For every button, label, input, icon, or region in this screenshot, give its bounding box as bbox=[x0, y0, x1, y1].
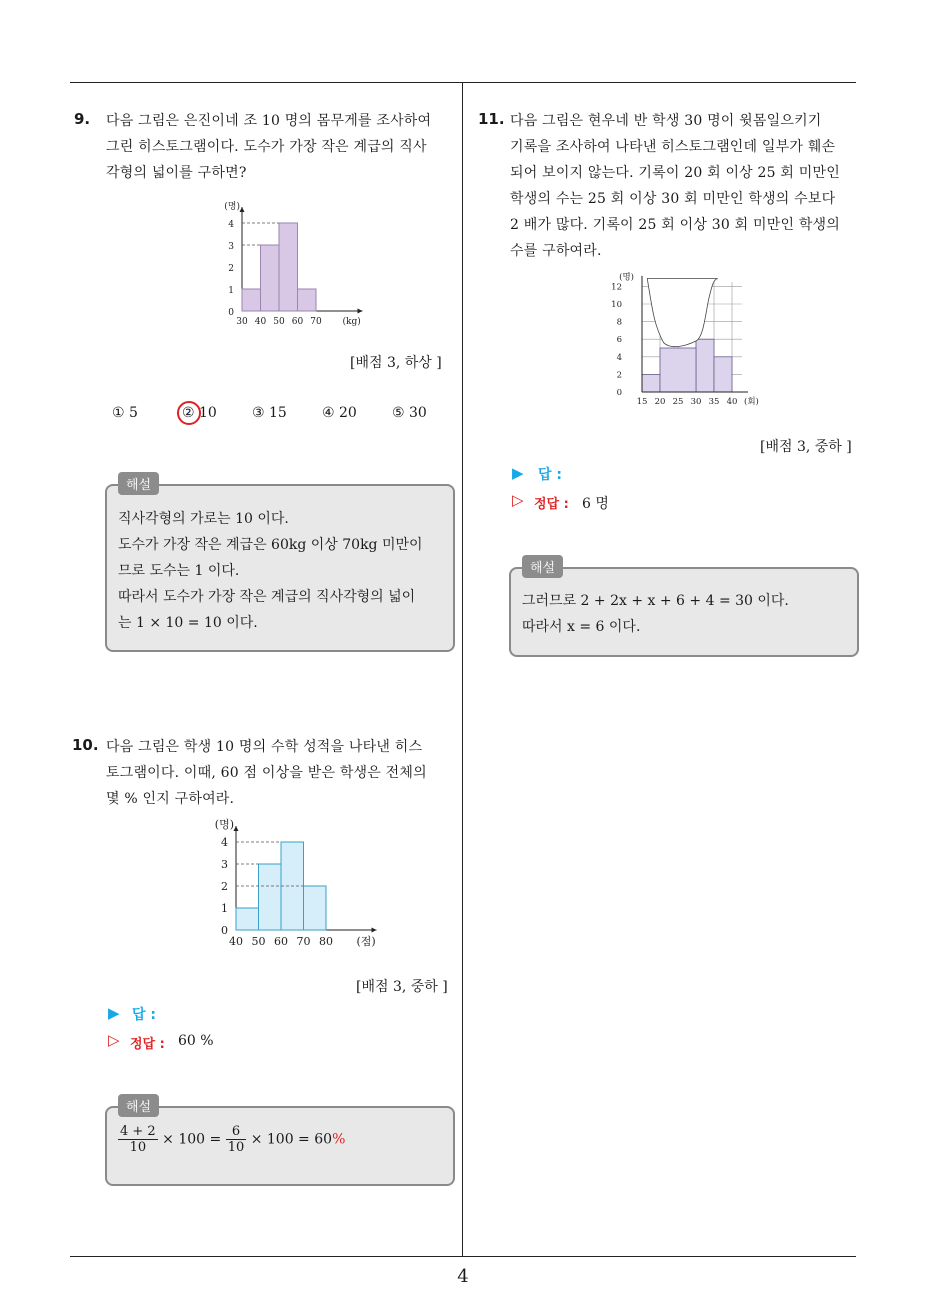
solution-line: 따라서 x = 6 이다. bbox=[522, 619, 641, 635]
y-tick-label: 4 bbox=[221, 836, 228, 849]
y-axis-unit: (명) bbox=[214, 818, 234, 831]
correct-answer-mark-icon: ▷ bbox=[512, 491, 524, 509]
choice-1[interactable]: ① 5 bbox=[112, 405, 138, 421]
page-number: 4 bbox=[457, 1266, 469, 1287]
question-number: 11. bbox=[478, 110, 505, 128]
fraction-1: $\frac{4 + 2}{10}$ bbox=[120, 1124, 156, 1155]
y-tick-label: 2 bbox=[228, 264, 234, 274]
y-tick-label: 6 bbox=[616, 335, 622, 346]
torn-region bbox=[647, 278, 717, 346]
solution-line: 따라서 도수가 가장 작은 계급의 직사각형의 넓이 bbox=[118, 589, 416, 605]
question-text-line: 다음 그림은 학생 10 명의 수학 성적을 나타낸 히스 bbox=[106, 739, 423, 755]
y-axis-arrow-icon bbox=[234, 826, 239, 831]
histogram-bar bbox=[696, 339, 714, 392]
y-tick-label: 0 bbox=[221, 924, 228, 937]
histogram-bar bbox=[279, 223, 298, 311]
x-tick-label: 40 bbox=[726, 397, 738, 407]
column-divider bbox=[462, 82, 463, 1256]
solution-line: 그러므로 2 + 2x + x + 6 + 4 = 30 이다. bbox=[522, 593, 789, 609]
x-tick-label: 20 bbox=[654, 397, 666, 407]
y-tick-label: 3 bbox=[221, 858, 228, 871]
x-axis-unit: (회) bbox=[744, 397, 759, 407]
x-axis-arrow-icon bbox=[358, 309, 363, 314]
x-tick-label: 70 bbox=[296, 935, 311, 948]
x-tick-label: 50 bbox=[251, 935, 266, 948]
solution-tab: 해설 bbox=[118, 472, 159, 495]
y-axis-arrow-icon bbox=[240, 207, 245, 212]
answer-choices bbox=[112, 405, 462, 421]
score-label: [배점 3, 중하 ] bbox=[760, 439, 852, 455]
choice-3[interactable]: ③ 15 bbox=[252, 405, 287, 421]
histogram-q10 bbox=[190, 814, 380, 954]
question-text-line: 각형의 넓이를 구하면? bbox=[106, 165, 247, 181]
question-text-line: 다음 그림은 현우네 반 학생 30 명이 윗몸일으키기 bbox=[510, 113, 822, 129]
correct-answer-value: 60 % bbox=[178, 1033, 214, 1049]
question-text-line: 기록을 조사하여 나타낸 히스토그램인데 일부가 훼손 bbox=[510, 139, 836, 155]
y-axis-unit: (명) bbox=[224, 202, 240, 212]
correct-answer-value: 6 명 bbox=[582, 496, 609, 512]
correct-answer-label: 정답 : bbox=[130, 1037, 165, 1052]
x-axis-arrow-icon bbox=[372, 928, 377, 933]
question-text-line: 몇 % 인지 구하여라. bbox=[106, 791, 235, 807]
y-tick-label: 1 bbox=[228, 286, 234, 296]
choice-4[interactable]: ④ 20 bbox=[322, 405, 357, 421]
y-tick-label: 2 bbox=[221, 880, 228, 893]
question-text-line: 토그램이다. 이때, 60 점 이상을 받은 학생은 전체의 bbox=[106, 765, 427, 781]
question-text-line: 되어 보이지 않는다. 기록이 20 회 이상 25 회 미만인 bbox=[510, 165, 840, 181]
question-number: 9. bbox=[74, 110, 91, 128]
y-tick-label: 0 bbox=[228, 308, 234, 318]
histogram-bar bbox=[259, 864, 282, 930]
answer-label: 답 : bbox=[538, 467, 562, 483]
question-number: 10. bbox=[72, 736, 99, 754]
question-text-line: 수를 구하여라. bbox=[510, 243, 602, 259]
solution-box bbox=[509, 567, 859, 657]
histogram-bar bbox=[242, 289, 261, 311]
histogram-bar bbox=[236, 908, 259, 930]
score-label: [배점 3, 중하 ] bbox=[356, 979, 448, 995]
choice-5[interactable]: ⑤ 30 bbox=[392, 405, 427, 421]
x-tick-label: 15 bbox=[636, 397, 648, 407]
y-tick-label: 2 bbox=[616, 370, 622, 381]
answer-arrow-icon: ▶ bbox=[108, 1004, 120, 1022]
x-tick-label: 70 bbox=[310, 317, 322, 327]
y-tick-label: 8 bbox=[616, 317, 622, 328]
y-tick-label: 12 bbox=[611, 282, 622, 293]
histogram-bar bbox=[642, 374, 660, 392]
solution-formula: $\frac{4 + 2}{10}$ × 100 = $\frac{6}{10}$ × 100 = 60% bbox=[120, 1124, 346, 1155]
y-tick-label: 10 bbox=[611, 300, 622, 310]
y-tick-label: 3 bbox=[228, 242, 234, 252]
histogram-bar bbox=[304, 886, 327, 930]
answer-label: 답 : bbox=[132, 1007, 156, 1023]
correct-answer-label: 정답 : bbox=[534, 497, 569, 512]
histogram-bar bbox=[714, 357, 732, 392]
question-text-line: 2 배가 많다. 기록이 25 회 이상 30 회 미만인 학생의 bbox=[510, 217, 840, 233]
y-tick-label: 1 bbox=[221, 902, 228, 915]
x-axis-unit: (kg) bbox=[342, 317, 361, 327]
solution-tab: 해설 bbox=[118, 1094, 159, 1117]
solution-line: 므로 도수는 1 이다. bbox=[118, 563, 240, 579]
x-axis-unit: (점) bbox=[356, 935, 376, 948]
x-tick-label: 50 bbox=[273, 317, 285, 327]
bottom-rule bbox=[70, 1256, 856, 1257]
top-rule bbox=[70, 82, 856, 83]
solution-line: 도수가 가장 작은 계급은 60kg 이상 70kg 미만이 bbox=[118, 537, 423, 553]
x-tick-label: 30 bbox=[690, 397, 702, 407]
y-tick-label: 0 bbox=[616, 388, 622, 398]
x-tick-label: 35 bbox=[708, 397, 720, 407]
solution-tab: 해설 bbox=[522, 555, 563, 578]
x-tick-label: 40 bbox=[254, 317, 267, 327]
histogram-q9 bbox=[196, 188, 366, 334]
fraction-2: $\frac{6}{10}$ bbox=[227, 1124, 245, 1155]
histogram-bar bbox=[261, 245, 280, 311]
score-label: [배점 3, 하상 ] bbox=[350, 355, 442, 371]
choice-2[interactable]: ② 10 bbox=[182, 405, 217, 421]
selected-choice-circle bbox=[177, 401, 201, 425]
y-axis-unit: (명) bbox=[619, 272, 634, 283]
answer-arrow-icon: ▶ bbox=[512, 464, 524, 482]
x-tick-label: 40 bbox=[229, 935, 243, 948]
x-tick-label: 60 bbox=[291, 317, 304, 327]
y-tick-label: 4 bbox=[616, 352, 622, 363]
x-tick-label: 80 bbox=[319, 935, 333, 948]
histogram-bar-hidden bbox=[660, 348, 696, 392]
x-tick-label: 60 bbox=[274, 935, 288, 948]
question-text-line: 다음 그림은 은진이네 조 10 명의 몸무게를 조사하여 bbox=[106, 113, 432, 129]
y-tick-label: 4 bbox=[228, 220, 234, 230]
x-tick-label: 30 bbox=[236, 317, 248, 327]
correct-answer-mark-icon: ▷ bbox=[108, 1031, 120, 1049]
solution-line: 직사각형의 가로는 10 이다. bbox=[118, 511, 289, 527]
x-tick-label: 25 bbox=[672, 397, 684, 407]
histogram-q11 bbox=[600, 268, 770, 414]
histogram-bar bbox=[298, 289, 317, 311]
solution-line: 는 1 × 10 = 10 이다. bbox=[118, 615, 258, 631]
question-text-line: 학생의 수는 25 회 이상 30 회 미만인 학생의 수보다 bbox=[510, 191, 836, 207]
question-text-line: 그린 히스토그램이다. 도수가 가장 작은 계급의 직사 bbox=[106, 139, 427, 155]
